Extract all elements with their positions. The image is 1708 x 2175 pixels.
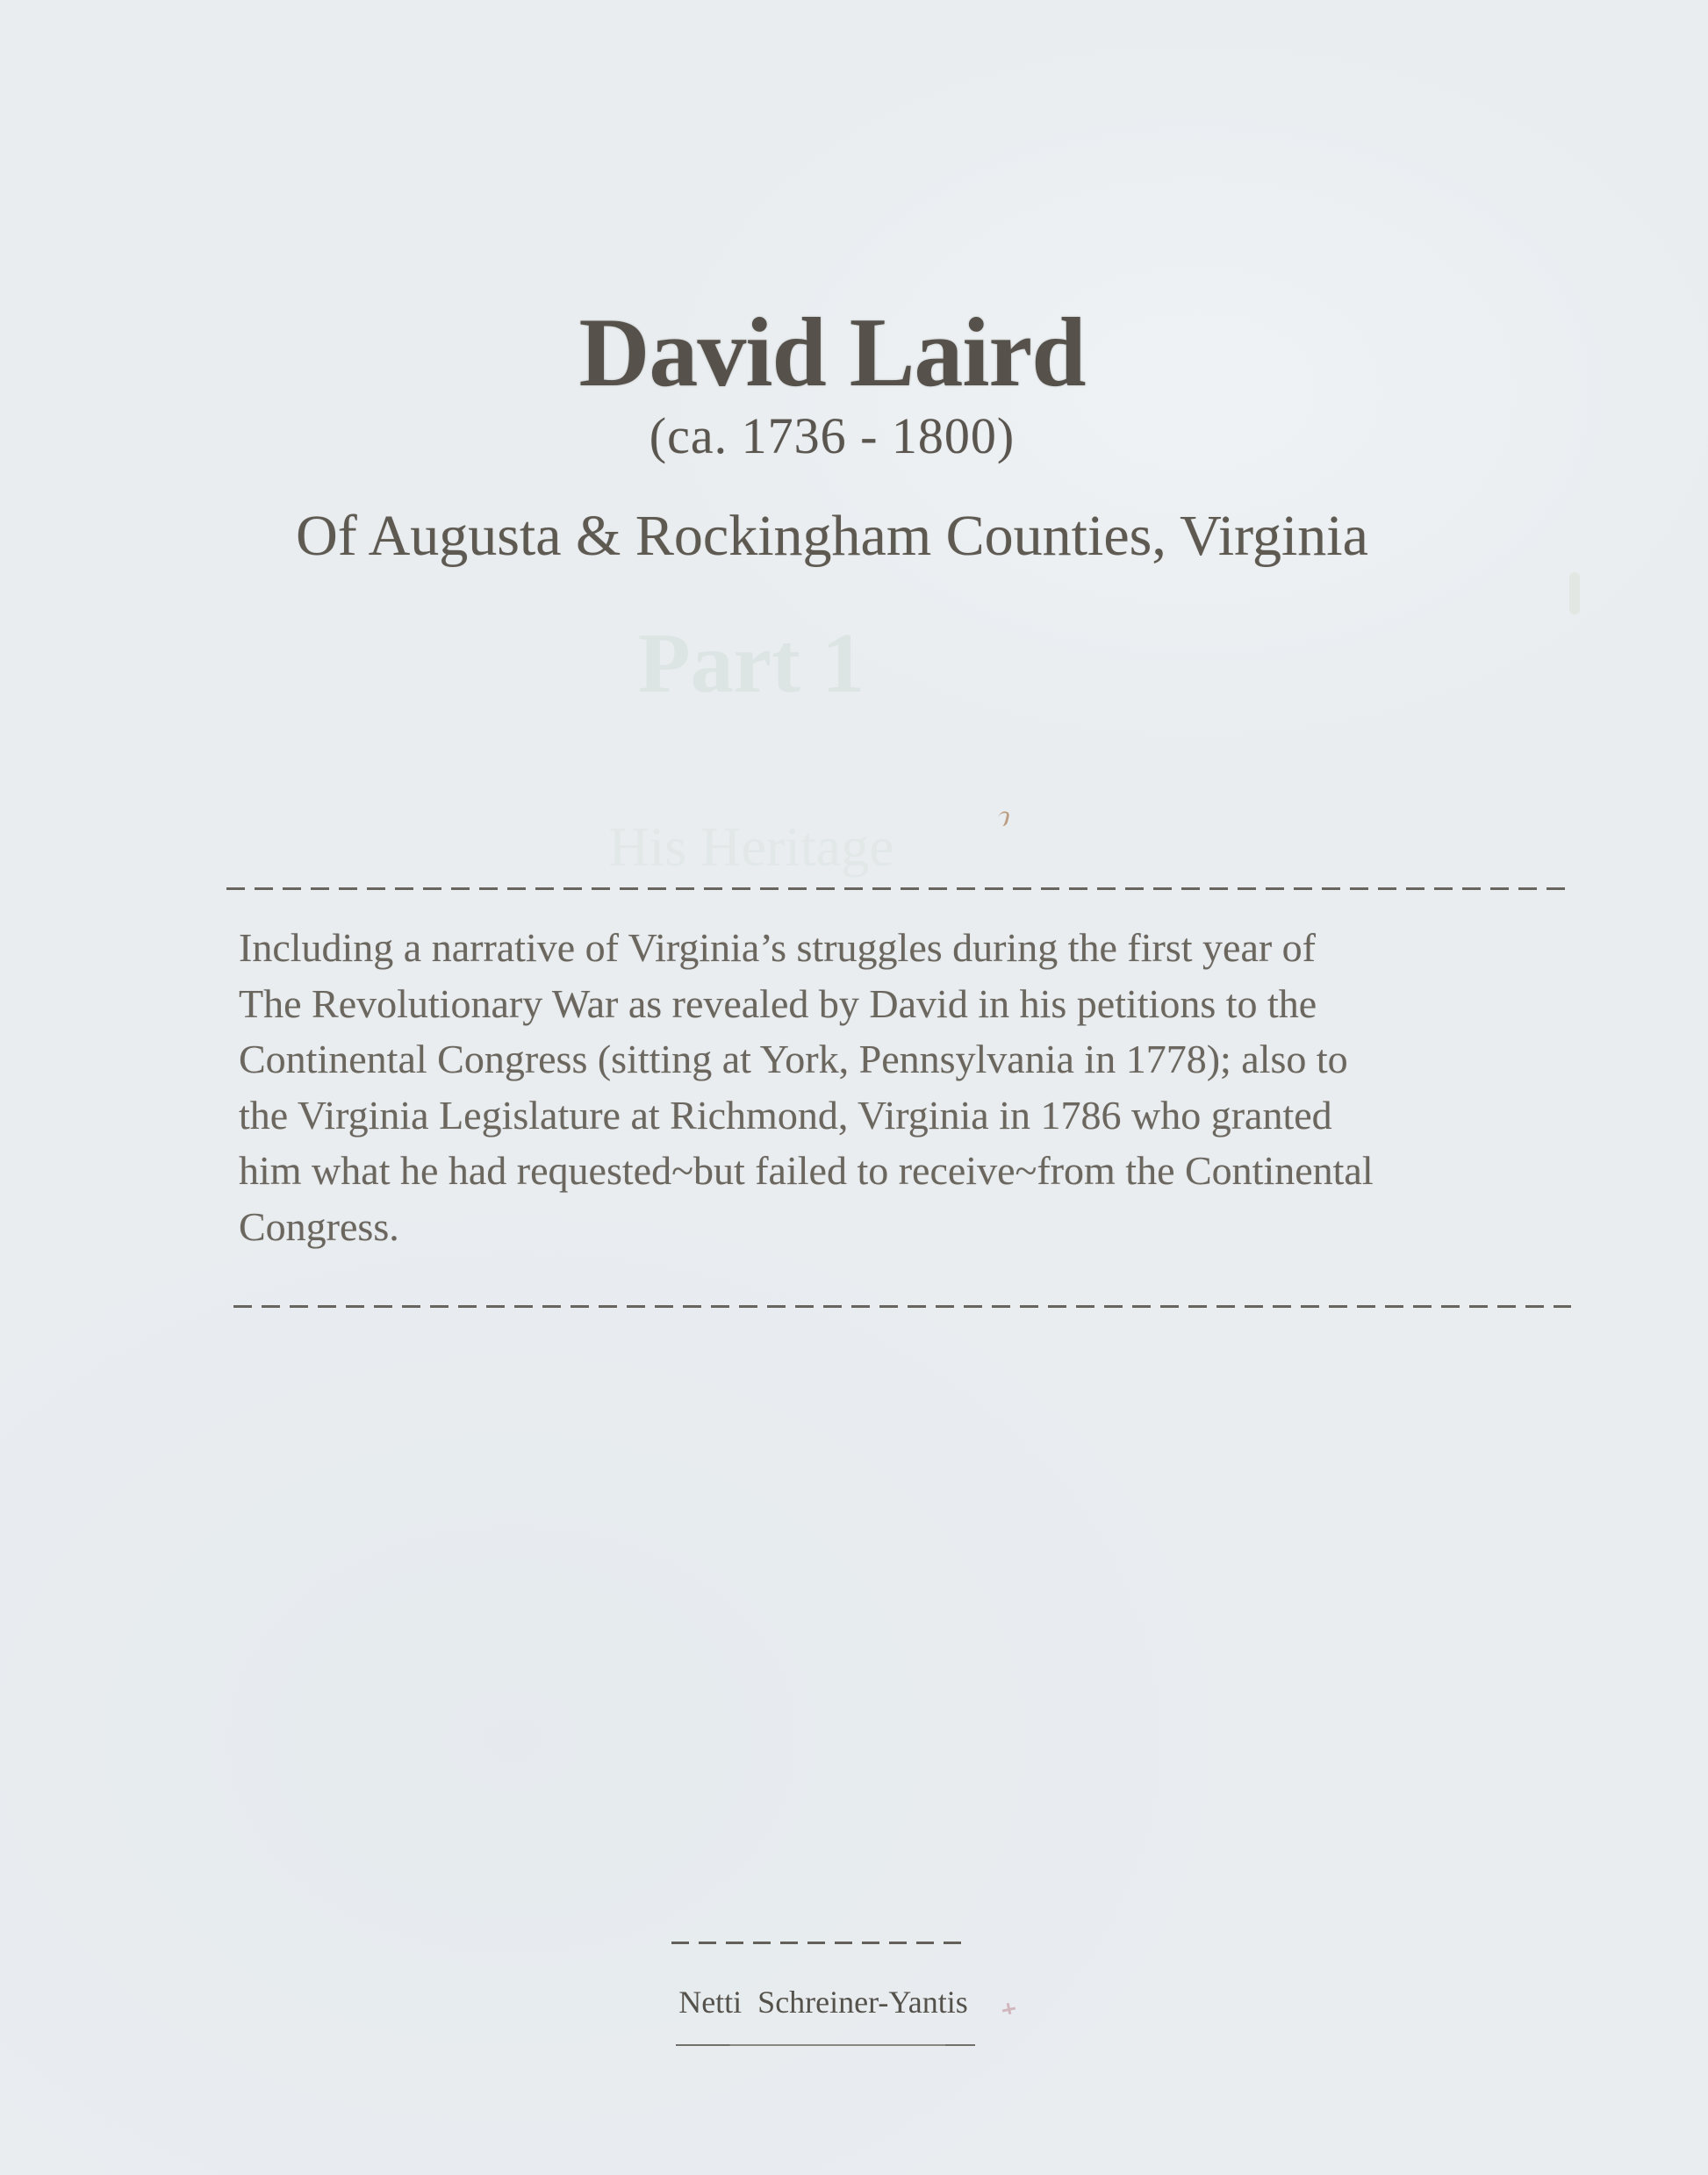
summary-line: The Revolutionary War as revealed by David in his petitions to the [239,980,1317,1026]
summary-paragraph [239,920,1374,1254]
dashed-divider-top [226,887,1571,890]
summary-line: Congress. [239,1203,399,1249]
ghost-text-heritage: His Heritage [608,815,894,878]
page-title: David Laird [578,298,1086,407]
author-rule-bottom [676,2044,975,2046]
page-subtitle: Of Augusta & Rockingham Counties, Virginia [296,504,1368,568]
summary-line: Including a narrative of Virginia’s struggles during the first year of [239,925,1316,970]
scan-speck [996,810,1010,827]
date-range: (ca. 1736 - 1800) [649,407,1015,464]
summary-line: Continental Congress (sitting at York, Pennsylvania in 1778); also to [239,1037,1348,1081]
summary-line: him what he had requested~but failed to receive~from the Continental [239,1148,1374,1193]
author-rule-top [671,1942,967,1944]
ghost-text-part: Part 1 [637,616,865,711]
summary-line: the Virginia Legislature at Richmond, Virginia in 1786 who granted [239,1092,1332,1138]
scan-smudge [1569,572,1580,614]
dashed-divider-bottom [233,1305,1571,1308]
author-credit: Netti Schreiner-Yantis [678,1985,968,2020]
scan-speck-pink [1002,2003,1015,2016]
